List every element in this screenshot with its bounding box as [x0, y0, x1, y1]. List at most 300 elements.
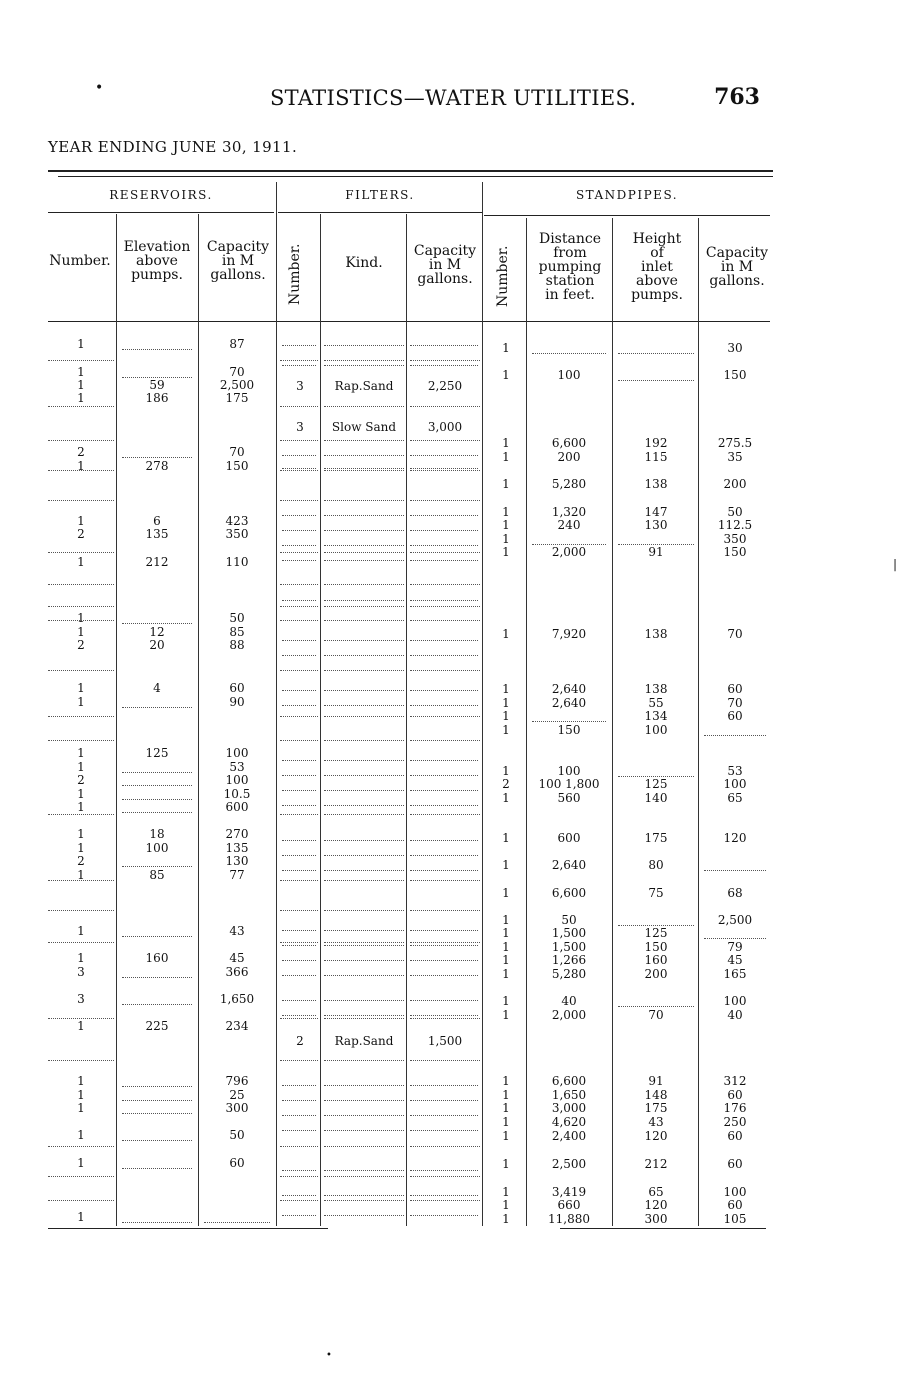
reservoir-number: 1: [77, 337, 85, 351]
dot-leader: [324, 942, 404, 943]
dot-leader: [282, 840, 316, 841]
dot-leader: [410, 406, 480, 407]
dot-leader: [282, 530, 316, 531]
reservoir-capacity: 60: [229, 1156, 245, 1170]
reservoir-capacity: 100: [225, 773, 249, 787]
dot-leader: [48, 1176, 114, 1177]
dot-leader: [280, 670, 318, 671]
dot-leader: [704, 870, 766, 871]
standpipe-capacity: 60: [727, 1198, 743, 1212]
dot-leader: [282, 468, 316, 469]
dot-leader: [282, 705, 316, 706]
dot-leader: [48, 910, 114, 911]
dot-leader: [324, 500, 404, 501]
standpipe-number: 1: [502, 1198, 510, 1212]
standpipe-capacity: 60: [727, 682, 743, 696]
standpipe-height: 147: [644, 505, 668, 519]
dot-leader: [48, 740, 114, 741]
reservoir-number: 1: [77, 365, 85, 379]
dot-leader: [324, 805, 404, 806]
dot-leader: [410, 584, 480, 585]
reservoir-elevation: 18: [149, 827, 165, 841]
dot-leader: [324, 960, 404, 961]
filter-kind: Slow Sand: [331, 420, 397, 434]
standpipe-number: 1: [502, 886, 510, 900]
dot-leader: [410, 468, 478, 469]
standpipe-distance: 40: [561, 994, 577, 1008]
dot-leader: [122, 1222, 192, 1223]
dot-leader: [410, 455, 478, 456]
reservoir-capacity: 43: [229, 924, 245, 938]
dot-leader: [282, 945, 316, 946]
dot-leader: [410, 942, 480, 943]
dot-leader: [282, 1170, 316, 1171]
dot-leader: [324, 1215, 404, 1216]
reservoir-elevation: 4: [153, 681, 161, 695]
standpipe-height: 91: [648, 1074, 664, 1088]
standpipe-height: 130: [644, 518, 668, 532]
standpipe-capacity: 100: [723, 1185, 747, 1199]
standpipe-capacity: 150: [723, 545, 747, 559]
filter-number: 3: [296, 379, 304, 393]
vline-std-2: [612, 218, 613, 1226]
standpipe-number: 1: [502, 1212, 510, 1226]
dot-leader: [410, 740, 480, 741]
dot-leader: [410, 1115, 478, 1116]
vline-std-3: [698, 218, 699, 1226]
dot-leader: [410, 1200, 480, 1201]
standpipe-number: 1: [502, 477, 510, 491]
reservoir-capacity: 70: [229, 445, 245, 459]
dot-leader: [324, 1170, 404, 1171]
dot-leader: [324, 530, 404, 531]
standpipe-capacity: 60: [727, 1088, 743, 1102]
dot-leader: [324, 760, 404, 761]
dot-leader: [48, 1018, 114, 1019]
dot-leader: [324, 1115, 404, 1116]
standpipe-number: 2: [502, 777, 510, 791]
dot-leader: [280, 910, 318, 911]
standpipe-height: 100: [644, 723, 668, 737]
dot-leader: [704, 938, 766, 939]
reservoir-number: 1: [77, 514, 85, 528]
standpipe-number: 1: [502, 831, 510, 845]
standpipe-number: 1: [502, 505, 510, 519]
dot-leader: [618, 1006, 694, 1007]
standpipe-number: 1: [502, 1008, 510, 1022]
reservoir-capacity: 423: [225, 514, 249, 528]
dot-leader: [122, 772, 192, 773]
standpipe-distance: 7,920: [551, 627, 587, 641]
reservoir-capacity: 300: [225, 1101, 249, 1115]
standpipe-distance: 1,320: [551, 505, 587, 519]
dot-leader: [410, 880, 480, 881]
reservoir-number: 2: [77, 854, 85, 868]
dot-leader: [410, 930, 478, 931]
dot-leader: [282, 960, 316, 961]
dot-leader: [324, 880, 404, 881]
dot-leader: [410, 360, 480, 361]
dot-leader: [324, 910, 404, 911]
dot-leader: [122, 1004, 192, 1005]
reservoir-number: 1: [77, 1210, 85, 1224]
dot-leader: [324, 552, 404, 553]
dot-leader: [410, 840, 478, 841]
dot-leader: [48, 440, 114, 441]
standpipe-height: 138: [644, 477, 668, 491]
col-res-number: Number.: [49, 253, 111, 269]
standpipe-distance: 1,266: [551, 953, 587, 967]
standpipe-height: 91: [648, 545, 664, 559]
col-fil-capacity: Capacity in M gallons.: [413, 243, 477, 287]
dot-leader: [410, 440, 480, 441]
standpipe-distance: 3,419: [551, 1185, 587, 1199]
filter-number: 2: [296, 1034, 304, 1048]
group-rule-reservoirs: [48, 212, 274, 213]
standpipe-number: 1: [502, 1101, 510, 1115]
standpipe-distance: 6,600: [551, 886, 587, 900]
stray-mark: •: [95, 80, 104, 96]
standpipe-capacity: 150: [723, 368, 747, 382]
dot-leader: [324, 560, 404, 561]
reservoir-capacity: 1,650: [219, 992, 255, 1006]
reservoir-elevation: 125: [145, 746, 169, 760]
reservoir-elevation: 100: [145, 841, 169, 855]
reservoir-number: 1: [77, 391, 85, 405]
dot-leader: [282, 600, 316, 601]
standpipe-distance: 2,000: [551, 1008, 587, 1022]
standpipe-height: 43: [648, 1115, 664, 1129]
dot-leader: [324, 365, 404, 366]
dot-leader: [410, 716, 480, 717]
group-rule-filters: [278, 212, 482, 213]
dot-leader: [282, 545, 316, 546]
reservoir-elevation: 135: [145, 527, 169, 541]
standpipe-number: 1: [502, 858, 510, 872]
reservoir-capacity: 135: [225, 841, 249, 855]
dot-leader: [48, 716, 114, 717]
dot-leader: [282, 1015, 316, 1016]
dot-leader: [48, 500, 114, 501]
reservoir-number: 1: [77, 924, 85, 938]
standpipe-capacity: 105: [723, 1212, 747, 1226]
standpipe-height: 120: [644, 1129, 668, 1143]
standpipe-capacity: 53: [727, 764, 743, 778]
standpipe-distance: 560: [557, 791, 581, 805]
reservoir-capacity: 88: [229, 638, 245, 652]
standpipe-capacity: 100: [723, 994, 747, 1008]
dot-leader: [48, 1060, 114, 1061]
dot-leader: [324, 360, 404, 361]
dot-leader: [280, 440, 318, 441]
reservoir-capacity: 150: [225, 459, 249, 473]
reservoir-elevation: 186: [145, 391, 169, 405]
standpipe-distance: 2,640: [551, 858, 587, 872]
dot-leader: [410, 470, 480, 471]
dot-leader: [280, 740, 318, 741]
reservoir-number: 1: [77, 459, 85, 473]
dot-leader: [282, 690, 316, 691]
dot-leader: [324, 1100, 404, 1101]
dot-leader: [410, 1170, 478, 1171]
dot-leader: [282, 1000, 316, 1001]
dot-leader: [324, 705, 404, 706]
dot-leader: [280, 552, 318, 553]
dot-leader: [324, 945, 404, 946]
dot-leader: [280, 584, 318, 585]
dot-leader: [324, 640, 404, 641]
dot-leader: [282, 775, 316, 776]
dot-leader: [410, 620, 480, 621]
dot-leader: [280, 814, 318, 815]
dot-leader: [282, 455, 316, 456]
dot-leader: [324, 1200, 404, 1201]
reservoir-number: 1: [77, 625, 85, 639]
reservoir-number: 2: [77, 638, 85, 652]
reservoir-elevation: 212: [145, 555, 169, 569]
filter-kind: Rap.Sand: [334, 379, 394, 393]
standpipe-number: 1: [502, 913, 510, 927]
dot-leader: [280, 406, 318, 407]
stray-mark-right: |: [893, 557, 898, 571]
dot-leader: [48, 606, 114, 607]
standpipe-height: 140: [644, 791, 668, 805]
dot-leader: [280, 620, 318, 621]
dot-leader: [122, 1100, 192, 1101]
standpipe-capacity: 45: [727, 953, 743, 967]
dot-leader: [282, 1115, 316, 1116]
reservoir-number: 1: [77, 695, 85, 709]
standpipe-distance: 11,880: [548, 1212, 590, 1226]
dot-leader: [324, 515, 404, 516]
dot-leader: [324, 545, 404, 546]
standpipe-number: 1: [502, 994, 510, 1008]
dot-leader: [282, 790, 316, 791]
dot-leader: [410, 552, 480, 553]
dot-leader: [410, 805, 478, 806]
standpipe-number: 1: [502, 1129, 510, 1143]
dot-leader: [282, 1085, 316, 1086]
standpipe-height: 148: [644, 1088, 668, 1102]
standpipe-number: 1: [502, 368, 510, 382]
dot-leader: [410, 1100, 478, 1101]
reservoir-number: 1: [77, 760, 85, 774]
standpipe-capacity: 65: [727, 791, 743, 805]
reservoir-elevation: 20: [149, 638, 165, 652]
col-fil-kind: Kind.: [345, 255, 383, 271]
vline-res-1: [116, 214, 117, 1226]
standpipe-number: 1: [502, 1157, 510, 1171]
running-title: STATISTICS—WATER UTILITIES.: [270, 86, 637, 110]
standpipe-distance: 5,280: [551, 967, 587, 981]
dot-leader: [48, 406, 114, 407]
dot-leader: [282, 1195, 316, 1196]
standpipe-capacity: 70: [727, 696, 743, 710]
dot-leader: [618, 380, 694, 381]
dot-leader: [122, 1113, 192, 1114]
dot-leader: [48, 1146, 114, 1147]
standpipe-distance: 1,500: [551, 926, 587, 940]
reservoir-number: 1: [77, 787, 85, 801]
reservoir-number: 3: [77, 992, 85, 1006]
standpipe-height: 80: [648, 858, 664, 872]
standpipe-number: 1: [502, 341, 510, 355]
standpipe-distance: 4,620: [551, 1115, 587, 1129]
standpipe-capacity: 35: [727, 450, 743, 464]
dot-leader: [122, 977, 192, 978]
standpipe-distance: 2,500: [551, 1157, 587, 1171]
dot-leader: [324, 440, 404, 441]
dot-leader: [618, 353, 694, 354]
reservoir-capacity: 10.5: [223, 787, 251, 801]
reservoir-number: 1: [77, 841, 85, 855]
dot-leader: [122, 812, 192, 813]
dot-leader: [282, 975, 316, 976]
reservoir-capacity: 45: [229, 951, 245, 965]
reservoir-number: 1: [77, 681, 85, 695]
dot-leader: [48, 1200, 114, 1201]
filter-number: 3: [296, 420, 304, 434]
reservoir-elevation: 12: [149, 625, 165, 639]
dot-leader: [410, 600, 478, 601]
dot-leader: [410, 1085, 478, 1086]
group-standpipes: STANDPIPES.: [575, 188, 679, 202]
filter-capacity: 1,500: [427, 1034, 463, 1048]
dot-leader: [410, 975, 478, 976]
reservoir-elevation: 85: [149, 868, 165, 882]
dot-leader: [282, 640, 316, 641]
dot-leader: [410, 790, 478, 791]
standpipe-height: 70: [648, 1008, 664, 1022]
reservoir-capacity: 25: [229, 1088, 245, 1102]
dot-leader: [122, 1140, 192, 1141]
dot-leader: [280, 360, 318, 361]
dot-leader: [280, 1018, 318, 1019]
dot-leader: [122, 799, 192, 800]
standpipe-capacity: 350: [723, 532, 747, 546]
standpipe-distance: 1,500: [551, 940, 587, 954]
dot-leader: [324, 740, 404, 741]
col-res-capacity: Capacity in M gallons.: [206, 239, 270, 283]
dot-leader: [410, 1018, 480, 1019]
dot-leader: [324, 870, 404, 871]
standpipe-capacity: 275.5: [717, 436, 753, 450]
dot-leader: [324, 1060, 404, 1061]
standpipe-distance: 100: [557, 764, 581, 778]
standpipe-height: 138: [644, 627, 668, 641]
dot-leader: [282, 1215, 316, 1216]
dot-leader: [122, 1086, 192, 1087]
standpipe-capacity: 50: [727, 505, 743, 519]
reservoir-capacity: 60: [229, 681, 245, 695]
reservoir-number: 1: [77, 1128, 85, 1142]
standpipe-height: 134: [644, 709, 668, 723]
reservoir-capacity: 87: [229, 337, 245, 351]
reservoir-number: 1: [77, 1088, 85, 1102]
standpipe-number: 1: [502, 764, 510, 778]
year-ending-line: YEAR ENDING JUNE 30, 1911.: [48, 138, 298, 156]
reservoir-capacity: 77: [229, 868, 245, 882]
reservoir-capacity: 53: [229, 760, 245, 774]
standpipe-height: 150: [644, 940, 668, 954]
standpipe-distance: 2,000: [551, 545, 587, 559]
dot-leader: [122, 866, 192, 867]
dot-leader: [324, 406, 404, 407]
dot-leader: [410, 1146, 480, 1147]
dot-leader: [704, 735, 766, 736]
dot-leader: [280, 880, 318, 881]
standpipe-distance: 150: [557, 723, 581, 737]
dot-leader: [410, 1015, 478, 1016]
dot-leader: [410, 960, 478, 961]
top-rule: [48, 170, 773, 172]
dot-leader: [324, 600, 404, 601]
reservoir-number: 1: [77, 378, 85, 392]
standpipe-number: 1: [502, 967, 510, 981]
dot-leader: [282, 1130, 316, 1131]
dot-leader: [282, 855, 316, 856]
vline-filters-standpipes: [482, 182, 483, 1226]
dot-leader: [324, 1085, 404, 1086]
dot-leader: [122, 457, 192, 458]
dot-leader: [324, 716, 404, 717]
dot-leader: [410, 560, 478, 561]
dot-leader: [532, 721, 606, 722]
dot-leader: [324, 655, 404, 656]
standpipe-height: 175: [644, 1101, 668, 1115]
standpipe-distance: 2,640: [551, 682, 587, 696]
dot-leader: [324, 690, 404, 691]
reservoir-capacity: 796: [225, 1074, 249, 1088]
dot-leader: [48, 620, 114, 621]
dot-leader: [324, 584, 404, 585]
dot-leader: [410, 365, 478, 366]
dot-leader: [280, 470, 318, 471]
reservoir-number: 2: [77, 445, 85, 459]
reservoir-capacity: 600: [225, 800, 249, 814]
col-std-distance: Distance from pumping station in feet.: [538, 231, 602, 303]
dot-leader: [324, 1015, 404, 1016]
dot-leader: [410, 814, 480, 815]
reservoir-elevation: 59: [149, 378, 165, 392]
reservoir-number: 1: [77, 746, 85, 760]
reservoir-capacity: 90: [229, 695, 245, 709]
standpipe-distance: 3,000: [551, 1101, 587, 1115]
dot-leader: [324, 855, 404, 856]
standpipe-capacity: 312: [723, 1074, 747, 1088]
reservoir-capacity: 130: [225, 854, 249, 868]
standpipe-height: 200: [644, 967, 668, 981]
dot-leader: [410, 500, 480, 501]
dot-leader: [410, 1130, 478, 1131]
standpipe-distance: 240: [557, 518, 581, 532]
vline-std-1: [526, 218, 527, 1226]
reservoir-capacity: 366: [225, 965, 249, 979]
dot-leader: [324, 620, 404, 621]
standpipe-number: 1: [502, 696, 510, 710]
bottom-rule-right: [560, 1228, 766, 1229]
standpipe-distance: 2,400: [551, 1129, 587, 1143]
col-res-elevation: Elevation above pumps.: [123, 239, 191, 283]
reservoir-capacity: 50: [229, 611, 245, 625]
dot-leader: [324, 790, 404, 791]
dot-leader: [410, 1060, 480, 1061]
dot-leader: [122, 785, 192, 786]
dot-leader: [280, 500, 318, 501]
dot-leader: [280, 606, 318, 607]
reservoir-number: 1: [77, 611, 85, 625]
reservoir-number: 1: [77, 868, 85, 882]
